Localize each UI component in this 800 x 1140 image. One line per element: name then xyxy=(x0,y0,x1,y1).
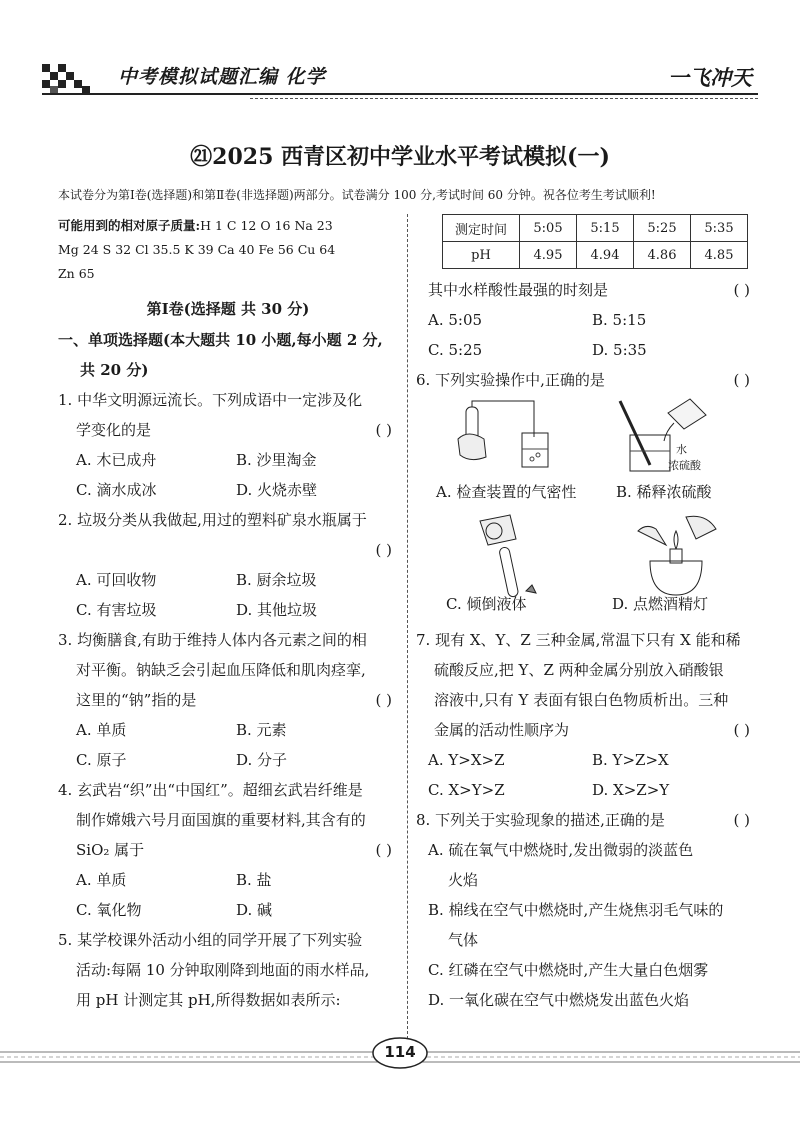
q5-option-a: A. 5:05 xyxy=(428,311,483,329)
q8-option-a-cont: 火焰 xyxy=(448,871,479,889)
exam-title: ㉑2025 西青区初中学业水平考试模拟(一) xyxy=(190,144,610,170)
airtight-check-figure xyxy=(456,399,566,474)
q1-options-row2 xyxy=(58,475,398,505)
page-number-badge xyxy=(372,1036,428,1070)
q2-paren-row xyxy=(58,535,398,565)
q6-stem-text: 6. 下列实验操作中,正确的是 xyxy=(416,371,605,389)
q3-answer-paren: ( ) xyxy=(375,691,392,709)
q3-option-c: C. 原子 xyxy=(76,751,127,769)
acid-label: 浓硫酸 xyxy=(668,459,701,472)
q8-stem-text: 8. 下列关于实验现象的描述,正确的是 xyxy=(416,811,665,829)
ph-cell: 5:15 xyxy=(577,215,634,242)
question-2 xyxy=(58,505,398,625)
q7-options-row1 xyxy=(416,745,756,775)
q6-stem xyxy=(416,365,756,395)
q1-options-row1 xyxy=(58,445,398,475)
q1-option-b: B. 沙里淘金 xyxy=(236,451,317,469)
ph-table-row-ph xyxy=(443,242,748,269)
q8-option-d: D. 一氧化碳在空气中燃烧发出蓝色火焰 xyxy=(428,991,690,1009)
atomic-mass-line3: Zn 65 xyxy=(58,266,95,281)
q3-stem-1: 3. 均衡膳食,有助于维持人体内各元素之间的相 xyxy=(58,631,367,649)
q2-stem-1: 2. 垃圾分类从我做起,用过的塑料矿泉水瓶属于 xyxy=(58,511,367,529)
q8-answer-paren: ( ) xyxy=(733,811,750,829)
q2-option-d: D. 其他垃圾 xyxy=(236,601,318,619)
question-3 xyxy=(58,625,398,775)
ph-cell: 5:25 xyxy=(634,215,691,242)
ph-cell: 4.94 xyxy=(577,242,634,269)
question-4 xyxy=(58,775,398,925)
q7-stem-4 xyxy=(416,715,756,745)
part-heading: 一、单项选择题(本大题共 10 小题,每小题 2 分, xyxy=(58,331,383,349)
header-brand: 一飞冲天 xyxy=(668,66,752,90)
alcohol-lamp-figure xyxy=(626,511,726,601)
q2-option-c: C. 有害垃圾 xyxy=(76,601,157,619)
q7-option-c: C. X>Y>Z xyxy=(428,781,505,799)
q3-stem-3-text: 这里的“钠”指的是 xyxy=(76,691,197,709)
water-label: 水 xyxy=(676,443,687,456)
q7-option-d: D. X>Z>Y xyxy=(592,781,670,799)
q4-stem-3-text: SiO₂ 属于 xyxy=(76,841,145,859)
q8-option-a: A. 硫在氧气中燃烧时,发出微弱的淡蓝色 xyxy=(428,841,694,859)
q6-figures xyxy=(416,395,756,625)
q3-options-row2 xyxy=(58,745,398,775)
column-divider xyxy=(407,214,408,1044)
section-title: 第Ⅰ卷(选择题 共 30 分) xyxy=(146,300,310,318)
q8-option-c: C. 红磷在空气中燃烧时,产生大量白色烟雾 xyxy=(428,961,709,979)
q4-option-c: C. 氧化物 xyxy=(76,901,142,919)
q1-option-d: D. 火烧赤壁 xyxy=(236,481,318,499)
q6-option-d: D. 点燃酒精灯 xyxy=(612,595,709,613)
q1-stem-1: 1. 中华文明源远流长。下列成语中一定涉及化 xyxy=(58,391,363,409)
q5-question-text: 其中水样酸性最强的时刻是 xyxy=(428,281,609,299)
q5-options-row1 xyxy=(416,305,756,335)
q7-stem-2: 硫酸反应,把 Y、Z 两种金属分别放入硝酸银 xyxy=(434,661,724,679)
q5-stem-1: 5. 某学校课外活动小组的同学开展了下列实验 xyxy=(58,931,363,949)
q6-option-c: C. 倾倒液体 xyxy=(446,595,527,613)
q5-question-line xyxy=(416,275,756,305)
q1-stem-2-text: 学变化的是 xyxy=(76,421,152,439)
q7-stem-3: 溶液中,只有 Y 表面有银白色物质析出。三种 xyxy=(434,691,729,709)
dilute-acid-figure xyxy=(610,395,720,475)
page-number: 114 xyxy=(384,1043,416,1061)
q5-answer-paren: ( ) xyxy=(733,281,750,299)
q3-option-a: A. 单质 xyxy=(76,721,127,739)
atomic-mass-line1 xyxy=(58,214,398,238)
q2-option-b: B. 厨余垃圾 xyxy=(236,571,317,589)
atomic-mass-values-1: H 1 C 12 O 16 Na 23 xyxy=(200,218,333,233)
right-column xyxy=(416,214,756,1015)
ph-cell: 5:05 xyxy=(520,215,577,242)
q7-answer-paren: ( ) xyxy=(733,721,750,739)
q7-stem-4-text: 金属的活动性顺序为 xyxy=(434,721,570,739)
q5-options-row2 xyxy=(416,335,756,365)
q4-answer-paren: ( ) xyxy=(375,841,392,859)
q1-answer-paren: ( ) xyxy=(375,421,392,439)
q2-options-row2 xyxy=(58,595,398,625)
part-heading-cont: 共 20 分) xyxy=(80,361,149,379)
q4-options-row1 xyxy=(58,865,398,895)
question-5 xyxy=(58,925,398,1015)
q1-stem-2 xyxy=(58,415,398,445)
q3-stem-2: 对平衡。钠缺乏会引起血压降低和肌肉痉挛, xyxy=(76,661,366,679)
header-dashed-rule xyxy=(250,98,758,99)
q1-option-c: C. 滴水成冰 xyxy=(76,481,157,499)
question-1 xyxy=(58,385,398,505)
ph-cell: 4.85 xyxy=(691,242,748,269)
q3-stem-3 xyxy=(58,685,398,715)
ph-cell: 5:35 xyxy=(691,215,748,242)
q8-option-b-cont: 气体 xyxy=(448,931,479,949)
q4-stem-2: 制作嫦娥六号月面国旗的重要材料,其含有的 xyxy=(76,811,366,829)
q6-answer-paren: ( ) xyxy=(733,371,750,389)
q3-option-b: B. 元素 xyxy=(236,721,287,739)
q5-option-b: B. 5:15 xyxy=(592,311,647,329)
ph-cell: 测定时间 xyxy=(443,215,520,242)
exam-intro: 本试卷分为第Ⅰ卷(选择题)和第Ⅱ卷(非选择题)两部分。试卷满分 100 分,考试时间 60 分钟。祝各位考生考试顺利! xyxy=(58,188,656,202)
q4-stem-3 xyxy=(58,835,398,865)
q5-option-c: C. 5:25 xyxy=(428,341,483,359)
pour-liquid-figure xyxy=(460,513,560,603)
q5-stem-3: 用 pH 计测定其 pH,所得数据如表所示: xyxy=(76,991,341,1009)
q7-option-b: B. Y>Z>X xyxy=(592,751,669,769)
q8-stem xyxy=(416,805,756,835)
q4-options-row2 xyxy=(58,895,398,925)
q4-option-b: B. 盐 xyxy=(236,871,272,889)
atomic-mass-line2: Mg 24 S 32 Cl 35.5 K 39 Ca 40 Fe 56 Cu 64 xyxy=(58,242,336,257)
header-rule xyxy=(42,93,758,95)
q7-stem-1: 7. 现有 X、Y、Z 三种金属,常温下只有 X 能和稀 xyxy=(416,631,741,649)
q6-option-a: A. 检查装置的气密性 xyxy=(436,483,577,501)
header-book-title: 中考模拟试题汇编 化学 xyxy=(118,66,326,88)
q6-option-b: B. 稀释浓硫酸 xyxy=(616,483,712,501)
q7-options-row2 xyxy=(416,775,756,805)
ph-cell: 4.95 xyxy=(520,242,577,269)
q3-option-d: D. 分子 xyxy=(236,751,288,769)
q5-stem-2: 活动:每隔 10 分钟取刚降到地面的雨水样品, xyxy=(76,961,370,979)
q2-options-row1 xyxy=(58,565,398,595)
q2-answer-paren: ( ) xyxy=(375,541,392,559)
left-column xyxy=(58,214,398,1015)
header-checker-logo xyxy=(42,64,98,94)
q8-option-b: B. 棉线在空气中燃烧时,产生烧焦羽毛气味的 xyxy=(428,901,724,919)
ph-cell: pH xyxy=(443,242,520,269)
atomic-mass-label: 可能用到的相对原子质量: xyxy=(58,218,201,233)
q2-option-a: A. 可回收物 xyxy=(76,571,157,589)
ph-table xyxy=(442,214,748,269)
ph-table-row-time xyxy=(443,215,748,242)
q4-option-d: D. 碱 xyxy=(236,901,273,919)
q1-option-a: A. 木已成舟 xyxy=(76,451,157,469)
q7-option-a: A. Y>X>Z xyxy=(428,751,505,769)
q5-option-d: D. 5:35 xyxy=(592,341,647,359)
ph-cell: 4.86 xyxy=(634,242,691,269)
q3-options-row1 xyxy=(58,715,398,745)
q4-option-a: A. 单质 xyxy=(76,871,127,889)
q4-stem-1: 4. 玄武岩“织”出“中国红”。超细玄武岩纤维是 xyxy=(58,781,363,799)
